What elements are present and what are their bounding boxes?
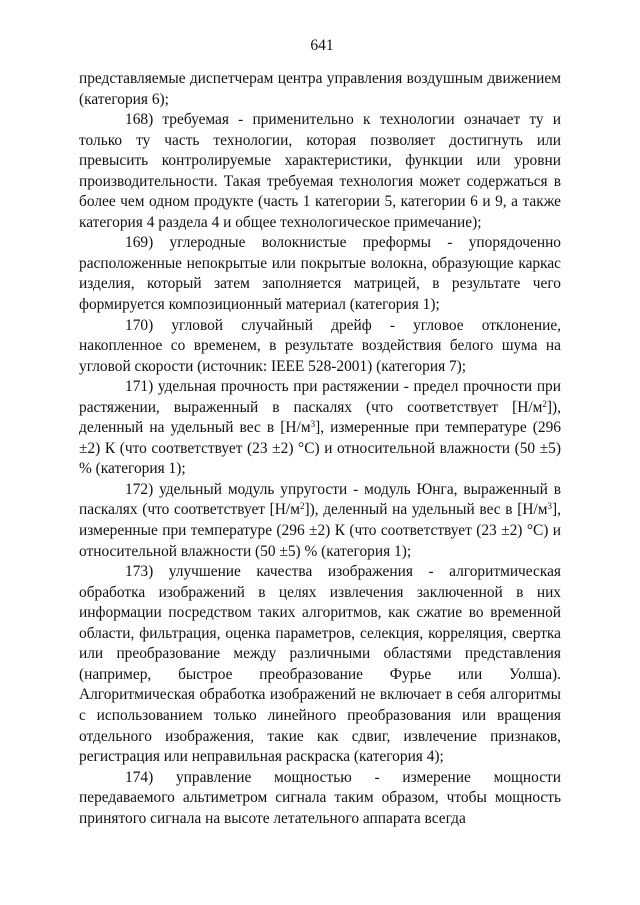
- superscript: 2: [542, 398, 547, 409]
- paragraph: [79, 69, 561, 110]
- paragraph-text: 168) требуемая - применительно к технологии означает ту и только ту часть технологии, которая позволяет достигнуть или превысить контролируемые характеристики, функции или уровни производительности. Такая требуемая технология может содержаться в более чем одном продукте (часть 1 категории 5, категории 6 и 9, а также категория 4 раздела 4 и общее технологическое примечание);: [79, 111, 561, 231]
- paragraph: [79, 233, 561, 315]
- superscript: 2: [299, 501, 305, 512]
- superscript: 3: [310, 419, 316, 430]
- paragraph: [79, 316, 561, 378]
- superscript: 3: [547, 501, 553, 512]
- paragraph: [79, 768, 561, 830]
- paragraph-text: представляемые диспетчерам центра управления воздушным движением (категория 6);: [79, 70, 561, 108]
- paragraph: [79, 562, 561, 767]
- paragraph-text: ], измеренные при температуре (296 ±2) К (что соответствует (23 ±2) °С) и относительной влажности (50 ±5) % (категория 1);: [79, 501, 561, 560]
- paragraph-text: ]), деленный на удельный вес в [Н/м: [304, 501, 548, 519]
- paragraph-text: 172) удельный модуль упругости - модуль Юнга, выраженный в паскалях (что соответствует [Н/м: [79, 480, 561, 519]
- document-page: [79, 36, 561, 829]
- paragraph: [79, 110, 561, 233]
- page-number: 641: [310, 37, 334, 54]
- paragraph-text: 174) управление мощностью - измерение мощности передаваемого альтиметром сигнала таким образом, чтобы мощность принятого сигнала на высоте летательного аппарата всегда: [79, 768, 561, 827]
- paragraph-text: ], измеренные при температуре (296 ±2) К (что соответствует (23 ±2) °С) и относительной влажности (50 ±5) % (категория 1);: [79, 419, 561, 478]
- document-body: [79, 69, 561, 829]
- paragraph: [79, 480, 561, 562]
- paragraph-text: 173) улучшение качества изображения - алгоритмическая обработка изображений в целях извлечения заключенной в них информации посредством таких алгоритмов, как сжатие во временной области, фильтрация, оценка параметров, селекция, корреляция, свертка или преобразование между различными областями представления (например, быстрое преобразование Фурье или Уолша). Алгоритмическая обработка изображений не включает в себя алгоритмы с использованием только линейного преобразования или вращения отдельного изображения, такие как сдвиг, извлечение признаков, регистрация или неправильная раскраска (категория 4);: [79, 563, 561, 766]
- paragraph-text: 169) углеродные волокнистые преформы - упорядоченно расположенные непокрытые или покрытые волокна, образующие каркас изделия, который затем заполняется матрицей, в результате чего формируется композиционный материал (категория 1);: [79, 234, 561, 314]
- paragraph-text: ]), деленный на удельный вес в [Н/м: [79, 398, 561, 437]
- paragraph-text: 171) удельная прочность при растяжении - предел прочности при растяжении, выраженный в паскалях (что соответствует [Н/м: [79, 378, 561, 416]
- paragraph: [79, 377, 561, 480]
- paragraph-text: 170) угловой случайный дрейф - угловое отклонение, накопленное со временем, в результате воздействия белого шума на угловой скорости (источник: IEEE 528-2001) (категория 7);: [79, 316, 561, 375]
